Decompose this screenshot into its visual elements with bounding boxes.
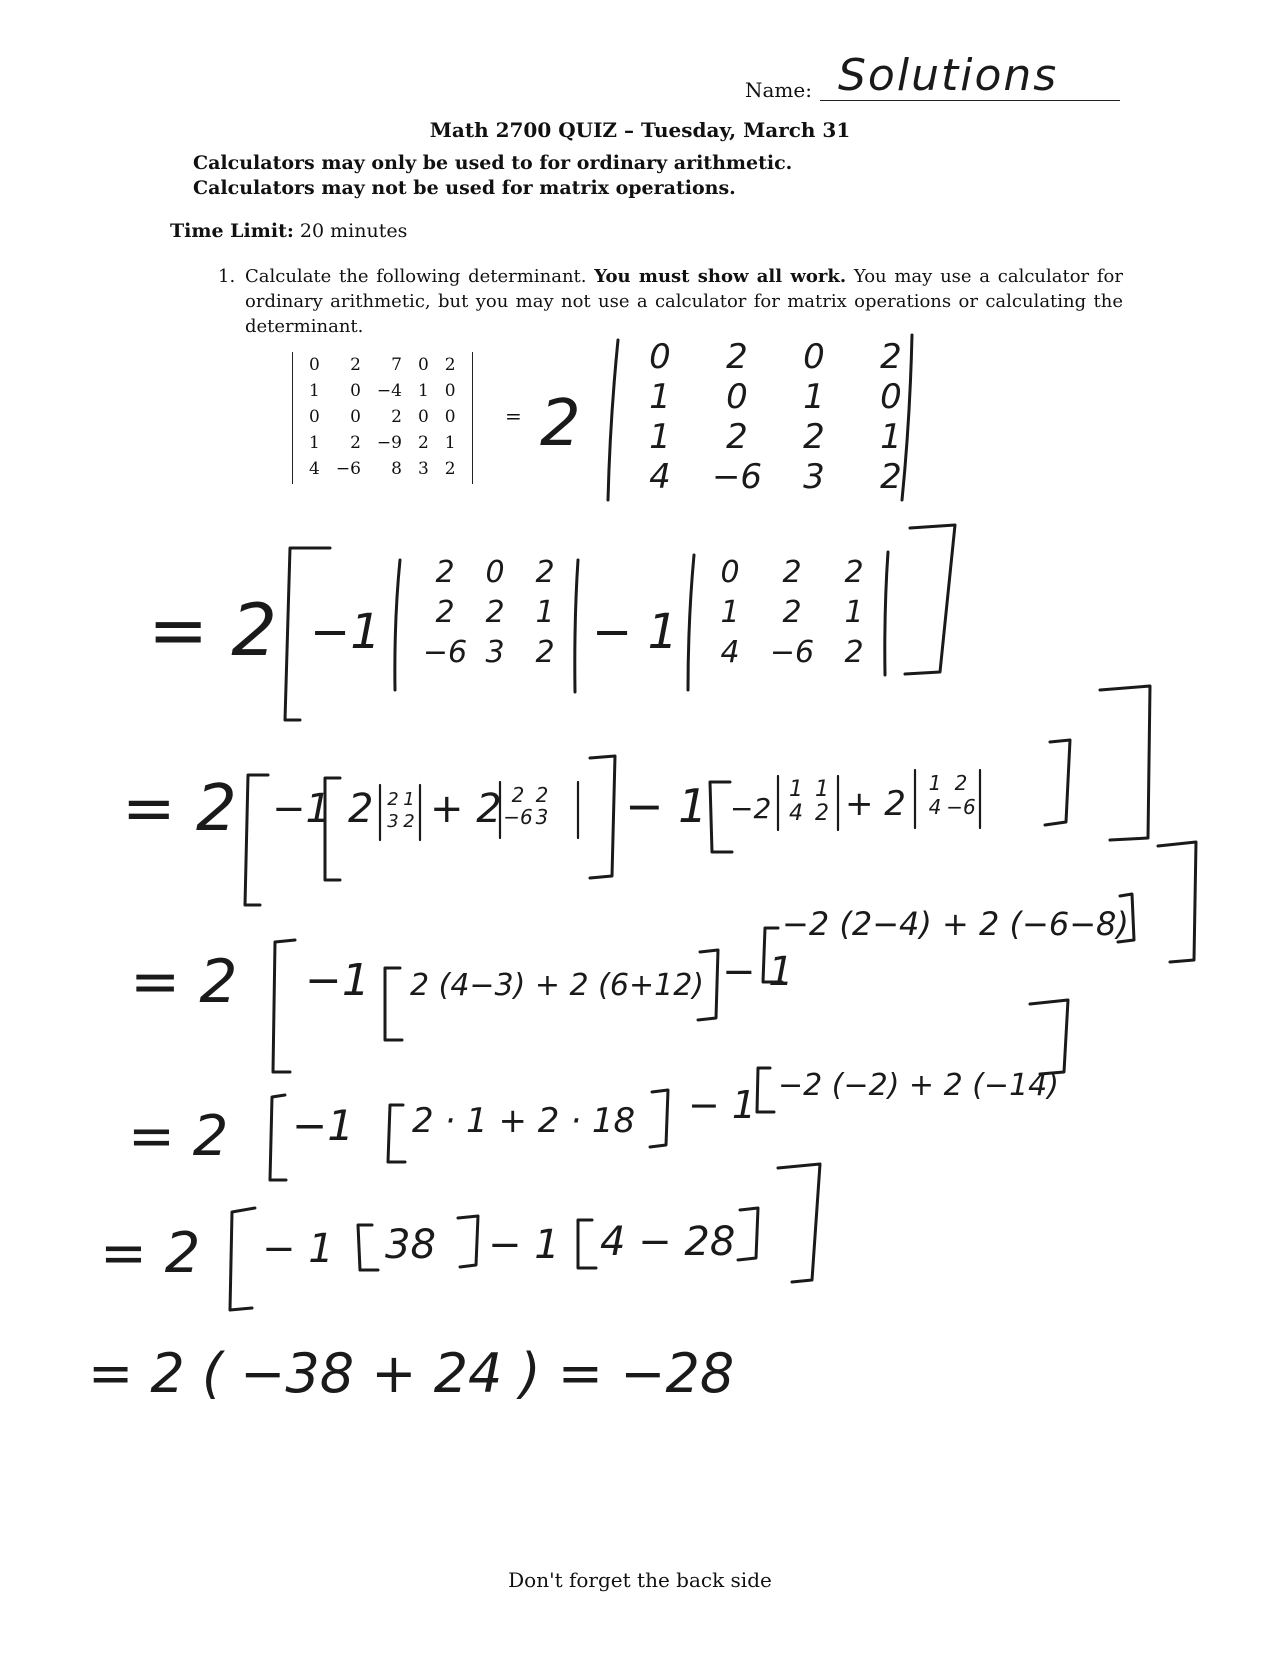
step1-left-bar [608,340,618,500]
step6-inner1-right-bracket [458,1216,478,1267]
step6-lead: = 2 [100,1221,201,1286]
footer-note: Don't forget the back side [508,1568,772,1592]
step3-outer-left-bracket [245,775,268,905]
step4-inner1-left-bracket [385,968,402,1040]
step4-part2: 2 (4−3) + 2 (6+12) [410,968,704,1003]
handwritten-matrix-cell: −6 [503,805,533,829]
question-text-a: Calculate the following determinant. [245,266,587,287]
quiz-title: Math 2700 QUIZ – Tuesday, March 31 [429,118,851,142]
printed-matrix-cell: 0 [350,381,361,401]
printed-matrix-cell: −9 [376,433,402,453]
handwritten-matrix-cell: 2 [726,417,748,457]
time-limit-value: 20 minutes [299,220,408,242]
handwritten-matrix-cell: 2 [954,771,968,795]
question-text-bold: You must show all work. [594,266,847,287]
printed-matrix-cell: 8 [391,459,402,479]
step-5 [128,1000,1068,1180]
handwritten-matrix-cell: 3 [803,457,825,497]
handwritten-matrix-cell: 1 [649,417,671,457]
handwritten-matrix-cell: −6 [946,795,976,819]
handwritten-matrix-cell: 2 [535,783,549,807]
printed-matrix-cell: 2 [444,459,456,479]
step6-part3: − 1 [488,1222,560,1268]
step3-a: −1 [272,786,331,832]
handwritten-matrix-cell: 2 [782,555,802,590]
handwritten-matrix-cell: −6 [769,635,815,670]
handwritten-matrix-cell: 0 [485,555,505,590]
handwritten-matrix-cell: 2 [726,337,748,377]
handwritten-matrix-cell: 3 [387,811,399,832]
printed-matrix-cell: 1 [309,433,320,453]
handwritten-matrix-cell: 2 [535,635,555,670]
step-4 [130,842,1196,1072]
printed-matrix-cell: 1 [444,433,456,453]
printed-matrix-cell: 2 [417,433,429,453]
step5-inner1-right-bracket [650,1090,668,1147]
step2-lead: = 2 [148,588,278,672]
step5-part3: − 1 [688,1083,757,1127]
printed-matrix-cell: 0 [309,355,320,375]
step5-inner2-left-bracket [757,1068,774,1112]
step4-part4: −2 (2−4) + 2 (−6−8) [782,905,1129,943]
step6-part1: − 1 [262,1226,334,1272]
step4-part1: −1 [305,955,370,1006]
step5-inner1-left-bracket [388,1105,405,1162]
handwritten-matrix-cell: 1 [803,377,825,417]
step2-m1-left-bar [395,560,400,690]
handwritten-matrix-cell: −6 [711,457,763,497]
time-limit-label: Time Limit: [170,220,294,242]
step6-inner2-right-bracket [738,1208,758,1260]
step2-m2-coef: − 1 [592,604,679,660]
step1-coef: 2 [540,387,581,461]
handwritten-matrix-cell: 0 [880,377,902,417]
handwritten-matrix-cell: 2 [803,417,825,457]
printed-matrix-cell: 2 [350,355,361,375]
handwritten-matrix-cell: 2 [782,595,802,630]
step4-part3: − 1 [722,949,794,995]
name-label: Name: [745,78,812,102]
step4-outer-left-bracket [273,940,295,1072]
step5-part1: −1 [292,1101,354,1150]
step1-right-bar [902,335,912,500]
step3-lead: = 2 [122,772,237,846]
handwritten-matrix-cell: 3 [485,635,505,670]
name-value: Solutions [838,50,1059,101]
handwritten-matrix-cell: 1 [789,777,803,802]
handwritten-matrix-cell: 0 [726,377,748,417]
handwritten-matrix-cell: 2 [535,555,555,590]
printed-matrix-cell: 2 [444,355,456,375]
step2-m2-right-bar [885,552,888,675]
step6-outer-right-bracket [778,1164,820,1282]
printed-matrix-cell: 1 [309,381,320,401]
printed-matrix-cell: 2 [391,407,402,427]
handwritten-matrix-cell: 2 [485,595,505,630]
handwritten-matrix-cell: 2 [880,457,902,497]
step2-m1-coef: −1 [310,604,381,660]
handwritten-matrix-cell: 1 [844,595,864,630]
handwritten-matrix-cell: 4 [928,795,942,819]
step3-inner2-left-bracket [710,782,732,852]
printed-matrix-cell: 0 [444,381,456,401]
calculator-note-1: Calculators may only be used to for ordinary arithmetic. [193,152,793,174]
question-number: 1. [218,266,236,287]
handwritten-matrix-cell: 2 [815,801,829,826]
step5-part2: 2 · 1 + 2 · 18 [412,1101,636,1141]
handwritten-matrix-cell: 2 [511,783,525,807]
printed-matrix-cell: 1 [417,381,429,401]
printed-matrix-cell: 0 [444,407,456,427]
step6-inner1-left-bracket [358,1225,378,1270]
step3-f: −2 [730,792,772,825]
handwritten-matrix-cell: 0 [803,337,825,377]
handwritten-matrix-cell: 1 [535,595,555,630]
handwritten-matrix-cell: 1 [649,377,671,417]
step2-right-bracket [905,525,955,674]
handwritten-matrix-cell: 1 [928,771,942,795]
step-1 [540,335,912,500]
handwritten-matrix-cell: 2 [880,337,902,377]
step3-b: 2 [348,786,374,832]
step5-lead: = 2 [128,1104,229,1169]
printed-matrix-cell: 0 [350,407,361,427]
step-3 [122,686,1150,905]
calculator-note-2: Calculators may not be used for matrix operations. [193,177,736,199]
handwritten-matrix-cell: 3 [535,805,549,829]
step3-c: + 2 [430,786,502,832]
handwritten-matrix-cell: 1 [403,789,415,810]
handwritten-matrix-cell: 0 [720,555,740,590]
step4-lead: = 2 [130,947,238,1017]
step7-text: = 2 ( −38 + 24 ) = −28 [88,1342,735,1405]
step6-inner2-left-bracket [578,1220,596,1268]
handwritten-matrix-cell: 2 [844,635,864,670]
step-6 [100,1164,820,1310]
step3-inner1-right-bracket [590,756,615,878]
handwritten-matrix-cell: 1 [880,417,902,457]
handwritten-matrix-cell: 2 [387,789,399,810]
step3-g: + 2 [845,784,906,824]
handwritten-matrix-cell: 2 [403,811,415,832]
handwritten-matrix-cell: 2 [844,555,864,590]
printed-matrix-cell: 0 [417,355,429,375]
step3-outer-right-bracket [1100,686,1150,840]
step4-outer-right-bracket [1158,842,1196,962]
handwritten-matrix-cell: 4 [649,457,671,497]
handwritten-matrix-cell: 1 [720,595,740,630]
step5-outer-right-bracket [1030,1000,1068,1074]
printed-matrix-cell: 4 [309,459,320,479]
step6-part4: 4 − 28 [600,1219,736,1265]
handwritten-matrix-cell: 4 [720,635,740,670]
step-2 [148,525,955,720]
step2-m1-right-bar [575,560,578,692]
step6-part2: 38 [385,1222,436,1268]
step6-outer-left-bracket [230,1208,255,1310]
printed-matrix-cell: 2 [350,433,361,453]
printed-matrix-cell: 0 [309,407,320,427]
printed-matrix-cell: 0 [417,407,429,427]
printed-matrix-cell: −6 [335,459,361,479]
step3-inner2-right-bracket [1045,740,1070,825]
handwritten-matrix-cell: 1 [815,777,829,802]
handwritten-matrix-cell: 2 [435,555,455,590]
handwritten-matrix-cell: 2 [435,595,455,630]
printed-equals-sign: = [505,404,522,428]
printed-matrix-cell: 7 [391,355,402,375]
printed-matrix-cell: 3 [417,459,429,479]
step-7 [88,1342,734,1405]
handwritten-matrix-cell: 0 [649,337,671,377]
step2-m2-left-bar [688,555,694,690]
step3-e: − 1 [625,779,708,833]
handwritten-matrix-cell: 4 [789,801,803,826]
printed-matrix-cell: −4 [376,381,402,401]
step5-part4: −2 (−2) + 2 (−14) [778,1068,1059,1103]
step5-outer-left-bracket [270,1095,286,1180]
handwritten-matrix-cell: −6 [422,635,468,670]
question-text-b: You may use a calculator for ordinary arithmetic, but you may not use a calculator for matrix operations or calculating the determinant. [245,266,1123,337]
